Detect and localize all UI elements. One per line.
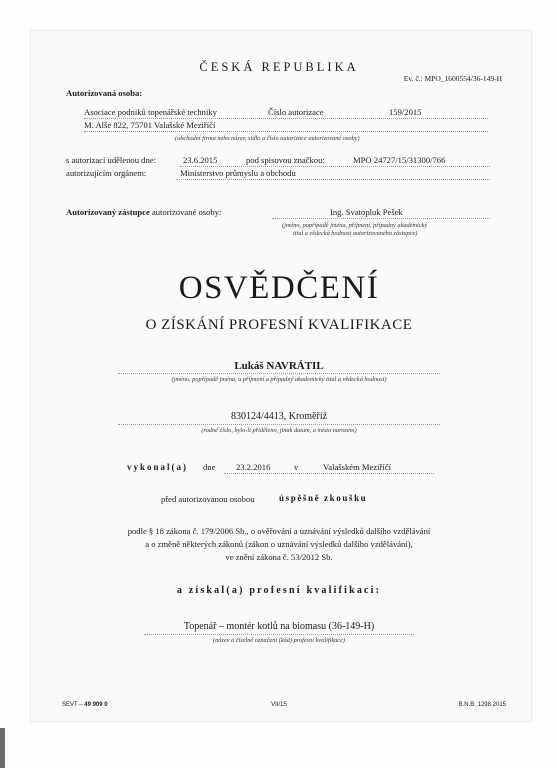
granted-label: s autorizací udělenou dne: xyxy=(66,155,156,165)
holder-birth: 830124/4413, Kroměříž xyxy=(230,411,328,422)
holder-name-caption: (jméno, popřípadě jména, a příjmení a případný akademický titul a vědecká hodnost) xyxy=(171,376,387,383)
dotted-line xyxy=(84,118,488,119)
exam-date-label: dne xyxy=(203,462,216,472)
footer-edition: VII/15 xyxy=(271,702,287,708)
representative-label-bold: Autorizovaný zástupce xyxy=(66,207,150,217)
dotted-line xyxy=(272,218,490,219)
representative-name: Ing. Svatopluk Pešek xyxy=(330,207,403,217)
authority-label: autorizujícím orgánem: xyxy=(66,168,147,178)
representative-caption-line2: titul a vědecká hodnost autorizovaného zástupce) xyxy=(293,230,418,237)
dotted-line xyxy=(224,473,434,474)
exam-result: úspěšně zkoušku xyxy=(279,493,368,503)
performed-label: vykonal(a) xyxy=(127,462,189,472)
authorized-person-address: M. Alše 822, 75701 Valašské Meziříčí xyxy=(84,120,216,130)
representative-caption-line1: (jméno, popřípadě jména, příjmení, případný akademický xyxy=(282,222,428,229)
dotted-line xyxy=(176,179,490,180)
scan-edge-mark xyxy=(0,728,5,768)
dotted-line xyxy=(118,424,440,425)
country-heading: ČESKÁ REPUBLIKA xyxy=(199,60,359,74)
certificate-subtitle: O ZÍSKÁNÍ PROFESNÍ KVALIFIKACE xyxy=(145,317,413,333)
representative-label-rest: autorizované osoby: xyxy=(151,207,222,217)
dotted-line xyxy=(144,634,414,635)
qualification-heading: a získal(a) profesní kvalifikaci: xyxy=(176,585,382,596)
exam-place-label: v xyxy=(294,462,299,472)
exam-date: 23.2.2016 xyxy=(236,462,271,472)
footer-printer-code: 49 909 0 xyxy=(84,702,108,708)
legal-line-2: a o změně některých zákonů (zákon o uznávání výsledků dalšího vzdělávání), xyxy=(145,539,413,549)
granted-date: 23.6.2015 xyxy=(183,155,218,165)
reference-number: Ev. č.: MPO_1600554/36-149-H xyxy=(403,74,502,83)
holder-name: Lukáš NAVRÁTIL xyxy=(234,360,324,372)
footer-printer-name: SEVT xyxy=(62,702,78,708)
authorized-person-name: Asociace podniků topenářské techniky xyxy=(84,107,217,117)
qualification-name: Topenář – montér kotlů na biomasu (36-149-H) xyxy=(183,621,375,632)
authorization-number-label: Číslo autorizace xyxy=(268,107,324,117)
qualification-caption: (název a číselné označení (kód) profesní kvalifikace) xyxy=(213,637,345,644)
legal-line-3: ve znění zákona č. 53/2012 Sb. xyxy=(225,552,333,562)
dotted-line xyxy=(180,166,490,167)
holder-birth-caption: (rodné číslo, bylo-li přiděleno, jinak datum, a místo narození) xyxy=(201,427,357,434)
authorized-person-heading: Autorizovaná osoba: xyxy=(66,88,143,98)
authorization-number: 159/2015 xyxy=(389,107,422,117)
file-number-label: pod spisovou značkou: xyxy=(246,155,325,165)
representative-label xyxy=(66,207,221,217)
authority-name: Ministerstvo průmyslu a obchodu xyxy=(180,168,296,178)
before-authorized-person-text: před autorizovanou osobou xyxy=(161,494,255,504)
dotted-line xyxy=(84,131,488,132)
dotted-line xyxy=(118,373,440,374)
file-number: MPO 24727/15/31300/766 xyxy=(353,155,446,165)
footer-printer: SEVT – 49 909 0 xyxy=(62,702,108,708)
authorized-person-caption: (obchodní firma nebo název, sídlo a číslo autorizace autorizované osoby) xyxy=(175,135,360,142)
legal-line-1: podle § 18 zákona č. 179/2006 Sb., o ověřování a uznávání výsledků dalšího vzdělávání xyxy=(127,526,431,536)
exam-place: Valašském Meziříčí xyxy=(323,462,392,472)
certificate-title: OSVĚDČENÍ xyxy=(178,270,380,306)
footer-print-number: B.N.B. 1298 2015 xyxy=(458,702,506,708)
